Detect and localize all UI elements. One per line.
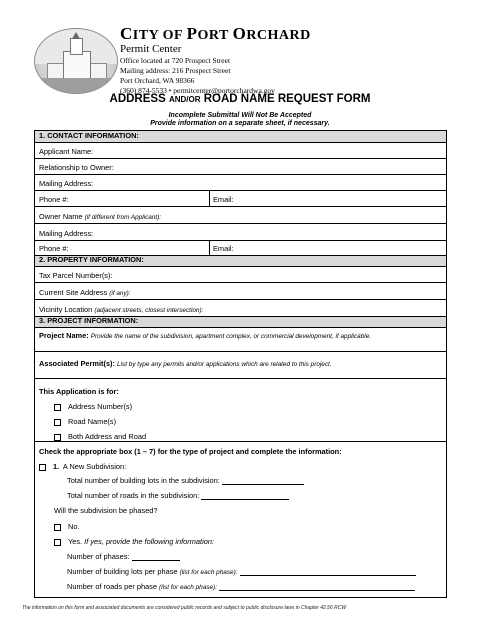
office-address: Office located at 720 Prospect Street (120, 56, 231, 65)
total-lots-line[interactable] (222, 476, 304, 485)
owner-name-field[interactable]: Owner Name (if different from Applicant): (35, 207, 446, 224)
total-lots-field[interactable]: Total number of building lots in the subdivision: (67, 476, 304, 485)
road-name-option[interactable]: Road Name(s) (54, 417, 116, 426)
checkbox-icon[interactable] (54, 539, 61, 546)
application-type-group (35, 379, 446, 442)
request-form (34, 130, 447, 598)
project-type-instruction: Check the appropriate box (1 – 7) for the type of project and complete the information: (39, 447, 342, 456)
owner-phone-email-row[interactable]: Phone #: Email: (35, 241, 446, 256)
roads-per-phase-field[interactable]: Number of roads per phase (list for each phase): (67, 582, 415, 591)
mailing-address: Mailing address: 216 Prospect Street (120, 66, 231, 75)
checkbox-icon[interactable] (54, 524, 61, 531)
application-for-label: This Application is for: (39, 387, 119, 396)
checkbox-icon[interactable] (54, 419, 61, 426)
section-project-header: 3. PROJECT INFORMATION: (35, 317, 446, 328)
vicinity-field[interactable]: Vicinity Location (adjacent streets, closest intersection): (35, 300, 446, 317)
site-address-field[interactable]: Current Site Address (if any): (35, 283, 446, 300)
phone-email-row[interactable]: Phone #: Email: (35, 191, 446, 207)
new-subdivision-option[interactable]: 1. A New Subdivision: (39, 462, 126, 471)
checkbox-icon[interactable] (39, 464, 46, 471)
lots-per-phase-field[interactable]: Number of building lots per phase (list for each phase): (67, 567, 416, 576)
phased-no-option[interactable]: No. (54, 522, 80, 531)
number-of-phases-field[interactable]: Number of phases: (67, 552, 180, 561)
separate-sheet-notice: Provide information on a separate sheet, if necessary. (150, 120, 330, 127)
checkbox-icon[interactable] (54, 434, 61, 441)
owner-mailing-field[interactable]: Mailing Address: (35, 224, 446, 241)
public-records-footer: The information on this form and associated documents are considered public records and subject to public disclosure laws in Chapter 42.56 RCW (22, 605, 347, 611)
both-option[interactable]: Both Address and Road (54, 432, 146, 441)
city-state-zip: Port Orchard, WA 98366 (120, 76, 195, 85)
applicant-name-field[interactable]: Applicant Name: (35, 143, 446, 159)
city-hall-seal-logo (34, 28, 118, 94)
total-roads-line[interactable] (201, 491, 289, 500)
roads-per-phase-line[interactable] (219, 582, 415, 591)
associated-permits-field[interactable]: Associated Permit(s): List by type any permits and/or applications which are related to this project. (35, 352, 446, 379)
section-contact-header: 1. CONTACT INFORMATION: (35, 131, 446, 143)
total-roads-field[interactable]: Total number of roads in the subdivision: (67, 491, 289, 500)
incomplete-notice: Incomplete Submittal Will Not Be Accepted (168, 112, 312, 119)
tax-parcel-field[interactable]: Tax Parcel Number(s): (35, 267, 446, 283)
form-title: ADDRESS AND/OR ROAD NAME REQUEST FORM (109, 93, 371, 105)
mailing-address-field[interactable]: Mailing Address: (35, 175, 446, 191)
phased-yes-option[interactable]: Yes. If yes, provide the following information: (54, 537, 214, 546)
lots-per-phase-line[interactable] (240, 567, 416, 576)
checkbox-icon[interactable] (54, 404, 61, 411)
project-name-field[interactable]: Project Name: Provide the name of the subdivision, apartment complex, or commercial development, if applicable. (35, 328, 446, 352)
phased-question: Will the subdivision be phased? (54, 506, 158, 515)
section-property-header: 2. PROPERTY INFORMATION: (35, 256, 446, 267)
relationship-field[interactable]: Relationship to Owner: (35, 159, 446, 175)
department-name: Permit Center (120, 43, 182, 55)
contact-info: (360) 874-5533 • permitcenter@portorchardwa.gov (120, 86, 275, 95)
phases-line[interactable] (132, 552, 180, 561)
address-number-option[interactable]: Address Number(s) (54, 402, 132, 411)
city-name: CITY OF PORT ORCHARD (120, 24, 311, 43)
